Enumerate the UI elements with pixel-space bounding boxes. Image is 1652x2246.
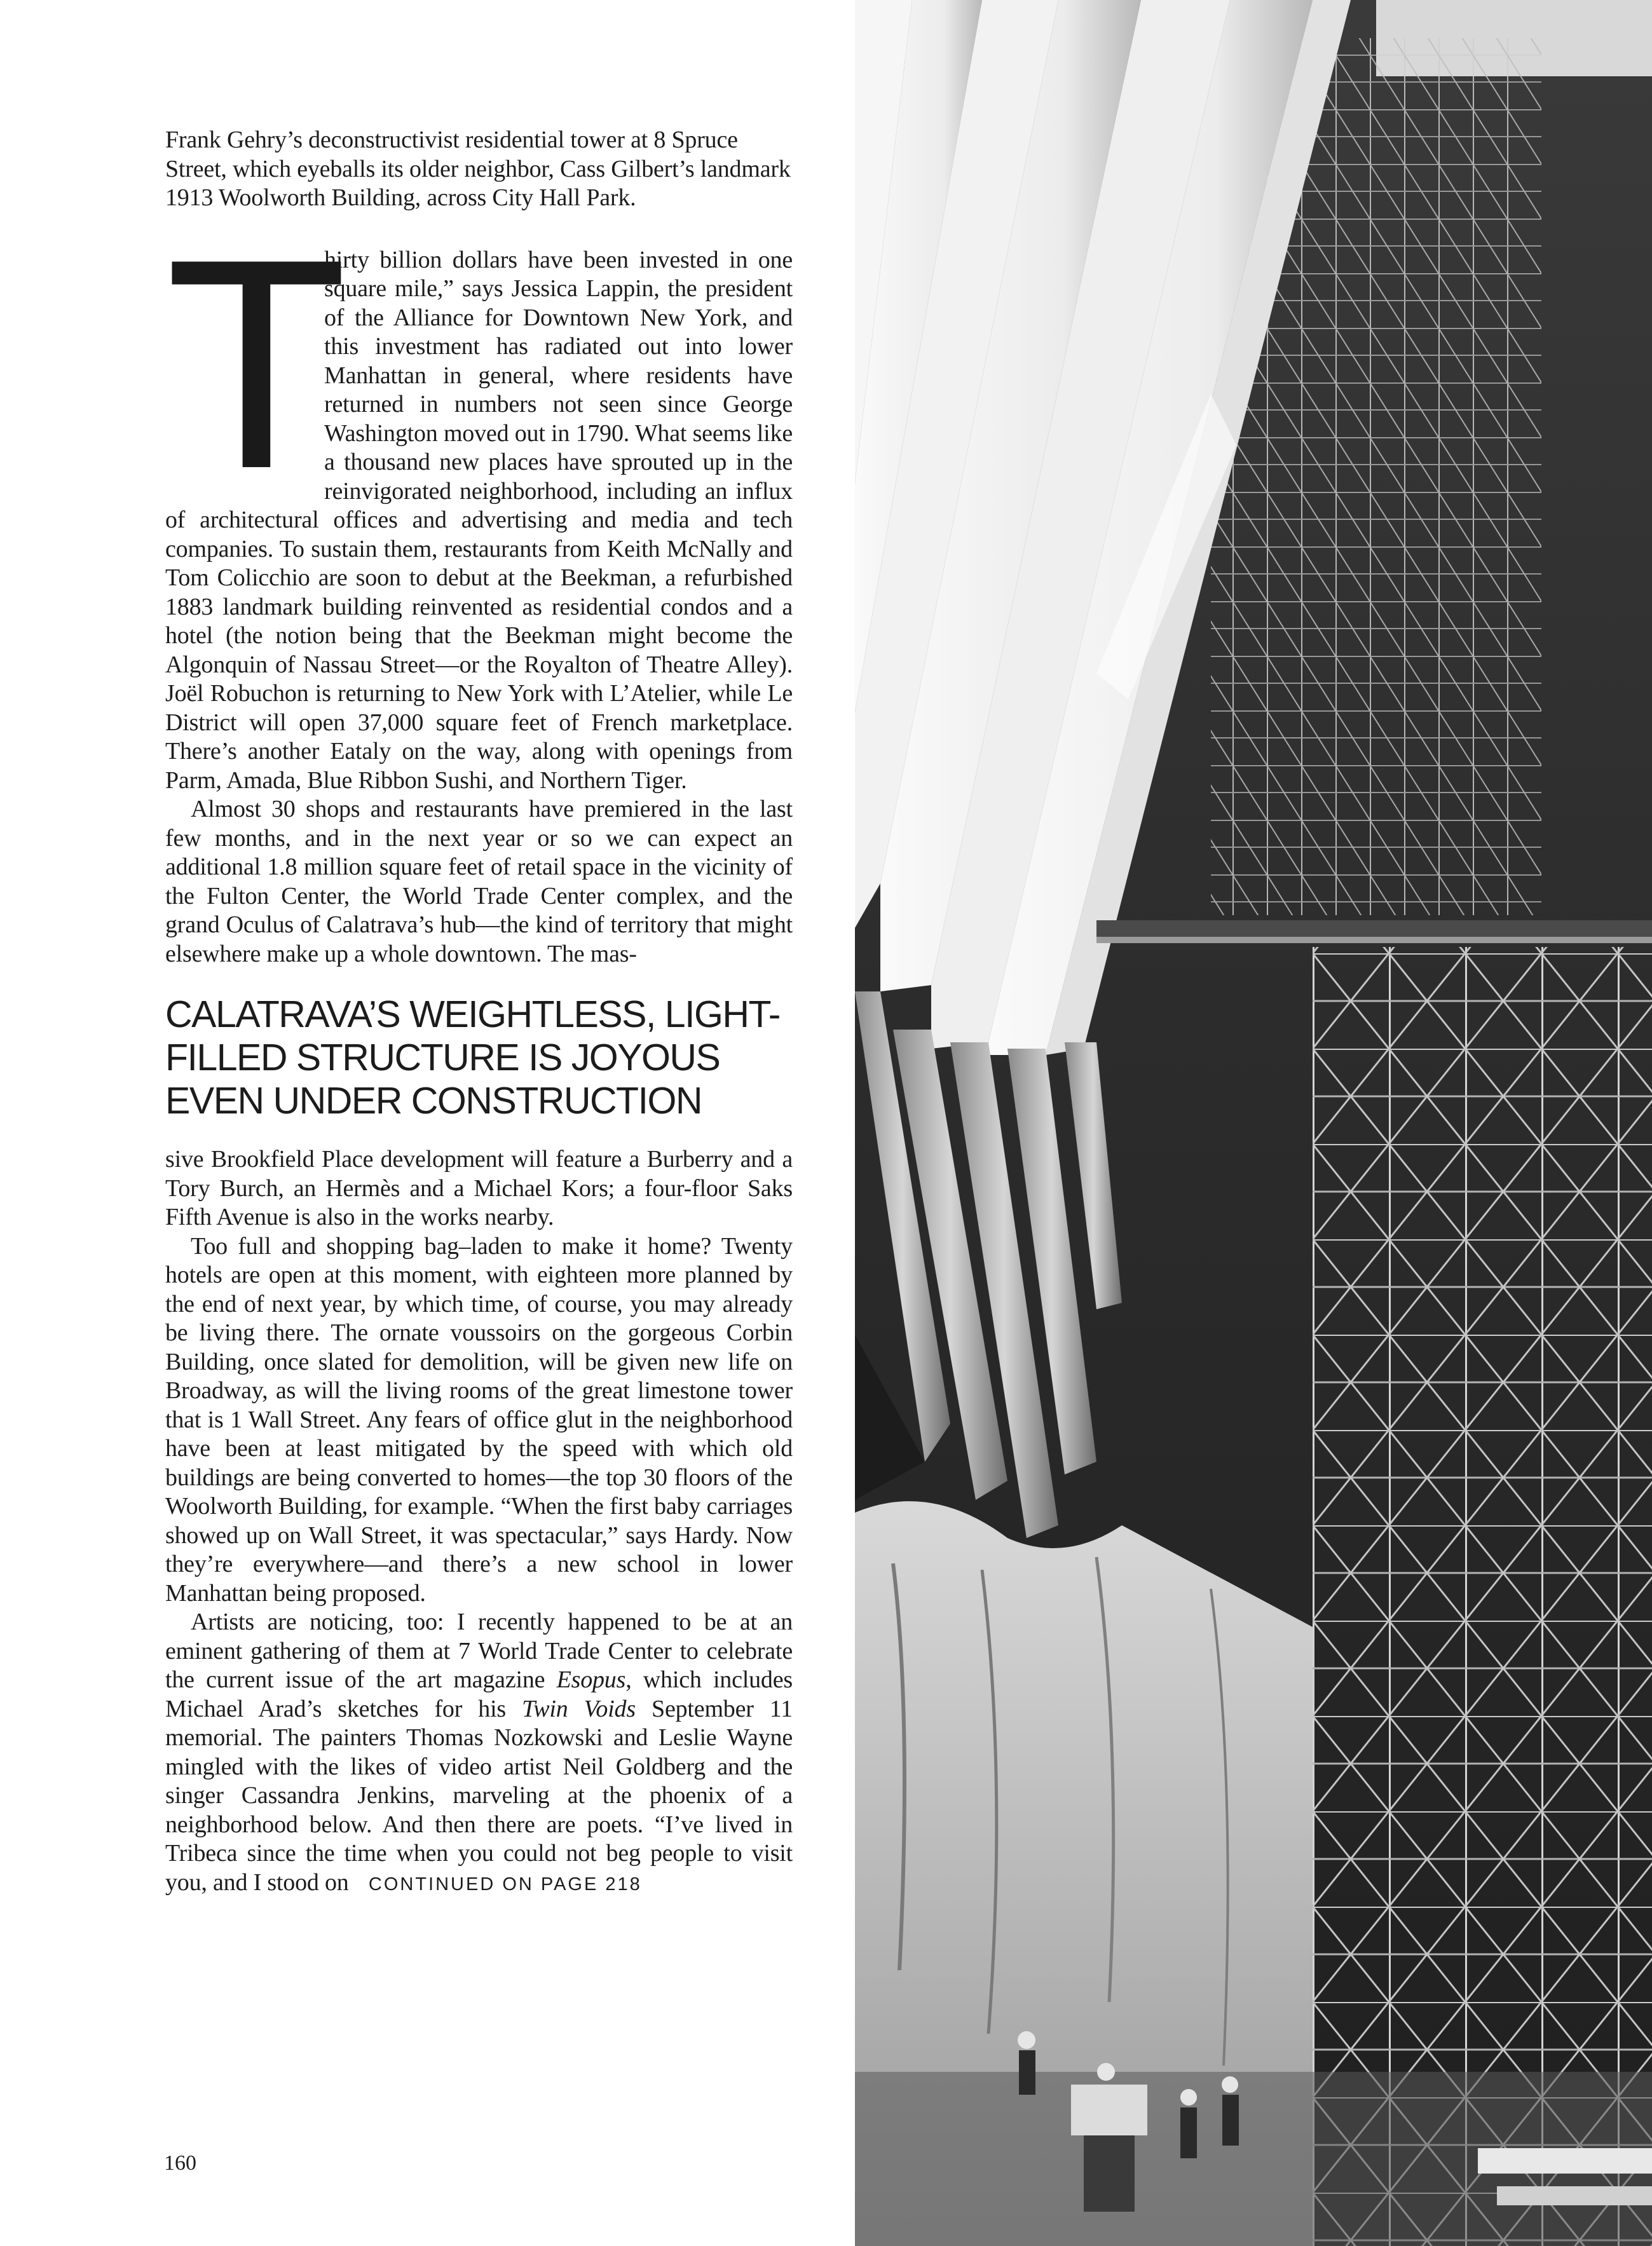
- pull-quote: CALATRAVA’S WEIGHTLESS, LIGHT-FILLED STRUCTURE IS JOYOUS EVEN UNDER CONSTRUCTION: [165, 993, 780, 1122]
- drop-cap: [165, 196, 348, 531]
- oculus-construction-photo: [855, 0, 1652, 2246]
- paragraph-5-text-a: Artists are noticing, too: I recently happened to be at an eminent gathering of them at 7 World Trade Center to celebrate the current issue of the art magazine: [165, 1609, 793, 1693]
- drop-cap-letter: T: [165, 196, 348, 531]
- paragraph-1: [165, 196, 793, 796]
- photo-caption: Frank Gehry’s deconstructivist residential tower at 8 Spruce Street, which eyeballs its older neighbor, Cass Gilbert’s landmark 1913 Woolworth Building, across City Hall Park.: [165, 126, 791, 211]
- page-number: 160: [164, 2151, 196, 2175]
- paragraph-5-text-b: , which includes Michael Arad’s sketches for his: [165, 1666, 793, 1722]
- paragraph-2: Almost 30 shops and restaurants have premiered in the last few months, and in the next year or so we can expect an additional 1.8 million square feet of retail space in the vicinity of the Fulton Center, the World Trade Center complex, and the grand Oculus of Calatrava’s hub—the kind of territory that might elsewhere make up a whole downtown. The mas-: [165, 796, 793, 967]
- paragraph-3: sive Brookfield Place development will feature a Burberry and a Tory Burch, an Hermès and a Michael Kors; a four-floor Saks Fifth Avenue is also in the works nearby.: [165, 1146, 793, 1230]
- paragraph-4: Too full and shopping bag–laden to make it home? Twenty hotels are open at this moment, with eighteen more planned by the end of next year, by which time, of course, you may already be living there. The ornate voussoirs on the gorgeous Corbin Building, once slated for demolition, will be given new life on Broadway, as will the living rooms of the great limestone tower that is 1 Wall Street. Any fears of office glut in the neighborhood have been at least mitigated by the speed with which old buildings are being converted to homes—the top 30 floors of the Woolworth Building, for example. “When the first baby carriages showed up on Wall Street, it was spectacular,” says Hardy. Now they’re everywhere—and there’s a new school in lower Manhattan being proposed.: [165, 1232, 793, 1607]
- memorial-title: Twin Voids: [522, 1695, 636, 1722]
- article-column: [165, 126, 793, 1899]
- magazine-title: Esopus: [556, 1666, 626, 1693]
- paragraph-5: [165, 1608, 793, 1899]
- paragraph-5-text-c: September 11 memorial. The painters Thomas Nozkowski and Leslie Wayne mingled with the likes of video artist Neil Goldberg and the singer Cassandra Jenkins, marveling at the phoenix of a neighborhood below. And then there are poets. “I’ve lived in Tribeca since the time when you could not beg people to visit you, and I stood on: [165, 1695, 793, 1896]
- paragraph-1-text: hirty billion dollars have been invested in one square mile,” says Jessica Lappin, the president of the Alliance for Downtown New York, and this investment has radiated out into lower Manhattan in general, where residents have returned in numbers not seen since George Washington moved out in 1790. What seems like a thousand new places have sprouted up in the reinvigorated neighborhood, including an influx of architectural offices and advertising and media and tech companies. To sustain them, restaurants from Keith McNally and Tom Colicchio are soon to debut at the Beekman, a refurbished 1883 landmark building reinvented as residential condos and a hotel (the notion being that the Beekman might become the Algonquin of Nassau Street—or the Royalton of Theatre Alley). Joël Robuchon is returning to New York with L’Atelier, while Le District will open 37,000 square feet of French marketplace. There’s another Eataly on the way, along with openings from Parm, Amada, Blue Ribbon Sushi, and Northern Tiger.: [165, 246, 793, 794]
- continued-jump: CONTINUED ON PAGE 218: [368, 1874, 642, 1895]
